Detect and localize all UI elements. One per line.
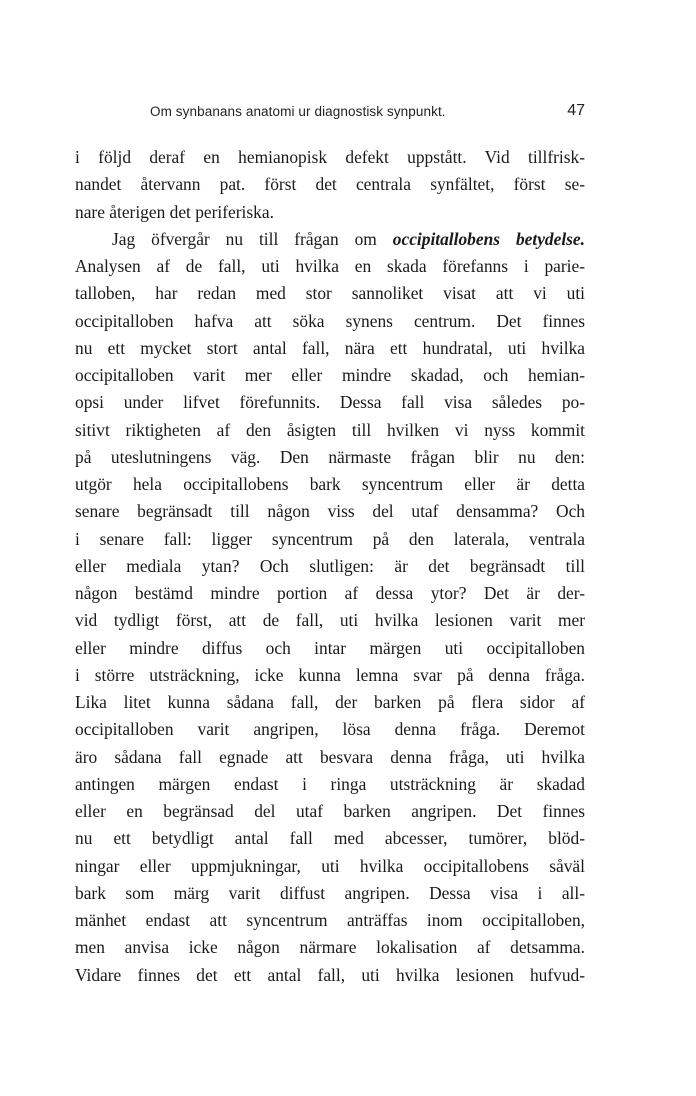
text-line: äro sådana fall egnade att besvara denna fråga, uti hvilka [75,746,585,767]
text-line: men anvisa icke någon närmare lokalisation af detsamma. [75,937,585,958]
text-line: i följd deraf en hemianopisk defekt uppstått. Vid tillfrisk- [75,147,585,167]
text-line: senare begränsadt till någon viss del utaf densamma? Och [75,501,585,522]
text-line: talloben, har redan med stor sannoliket visat att vi uti [75,283,585,304]
text-line: nare återigen det periferiska. [75,201,274,222]
text-line: utgör hela occipitallobens bark syncentrum eller är detta [75,474,585,494]
text-line: occipitalloben varit angripen, lösa denna fråga. Deremot [75,719,585,740]
text-line: ningar eller uppmjukningar, uti hvilka occipitallobens såväl [75,855,585,876]
text-line: eller mediala ytan? Och slutligen: är det begränsadt till [75,555,585,576]
emphasis-phrase: occipitallobens betydelse. [392,228,585,249]
text-line: Lika litet kunna sådana fall, der barken på flera sidor af [75,692,585,712]
text-line: opsi under lifvet förefunnits. Dessa fall visa således po- [75,392,585,413]
text-line-first [75,226,585,253]
text-line: eller en begränsad del utaf barken angripen. Det finnes [75,801,585,821]
text-line: nu ett mycket stort antal fall, nära ett hundratal, uti hvilka [75,337,585,358]
text-line-prefix: Jag öfvergår nu till frågan om [112,228,377,249]
page-number: 47 [567,102,585,119]
text-line: nandet återvann pat. först det centrala synfältet, först se- [75,174,585,195]
text-line: i större utsträckning, icke kunna lemna svar på denna fråga. [75,664,585,685]
running-title: Om synbanans anatomi ur diagnostisk synpunkt. [150,104,446,119]
text-line: Vidare finnes det ett antal fall, uti hvilka lesionen hufvud- [75,964,585,985]
text-line: nu ett betydligt antal fall med abcesser, tumörer, blöd- [75,828,585,849]
text-line: bark som märg varit diffust angripen. Dessa visa i all- [75,882,585,903]
text-line: eller mindre diffus och intar märgen uti occipitalloben [75,637,585,658]
text-line: vid tydligt först, att de fall, uti hvilka lesionen varit mer [75,610,585,631]
paragraph-occipital [75,226,585,989]
text-line: antingen märgen endast i ringa utsträckning är skadad [75,773,585,794]
text-line: Analysen af de fall, uti hvilka en skada förefanns i parie- [75,256,585,276]
paragraph-continued [75,144,585,226]
text-line: occipitalloben varit mer eller mindre skadad, och hemian- [75,365,585,385]
text-line: på uteslutningens väg. Den närmaste frågan blir nu den: [75,446,585,467]
text-line: någon bestämd mindre portion af dessa ytor? Det är der- [75,583,585,603]
body-text [75,144,585,989]
running-head [75,100,585,124]
text-line: sitivt riktigheten af den åsigten till hvilken vi nyss kommit [75,419,585,440]
text-line: mänhet endast att syncentrum anträffas inom occipitalloben, [75,910,585,930]
text-line: occipitalloben hafva att söka synens centrum. Det finnes [75,310,585,331]
text-line: i senare fall: ligger syncentrum på den laterala, ventrala [75,528,585,549]
